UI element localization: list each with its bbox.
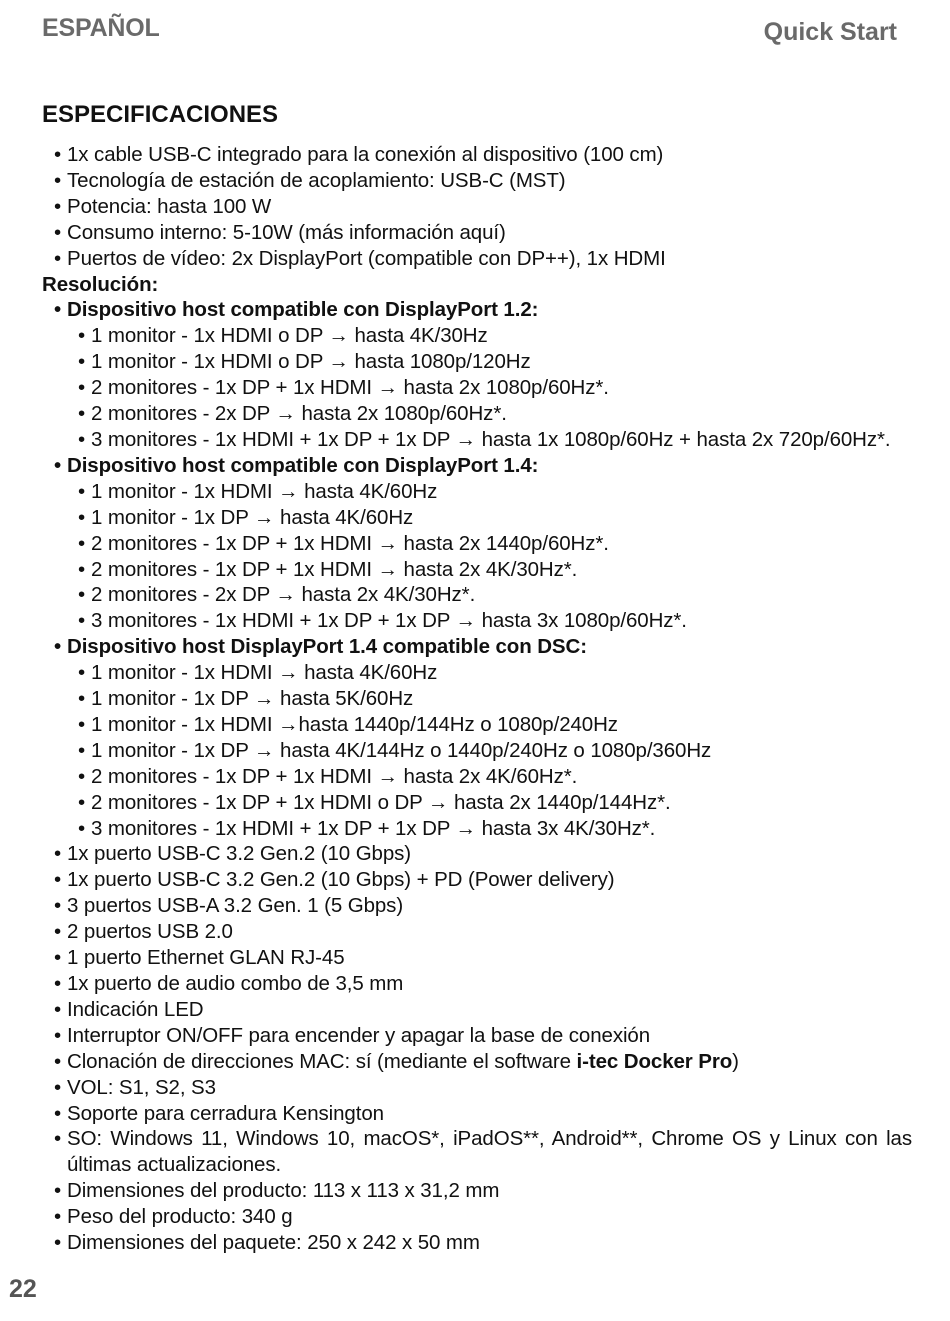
bullet: • <box>78 402 86 426</box>
resolution-item: • 1 monitor - 1x HDMI →hasta 1440p/144Hz o 1080p/240Hz <box>78 712 618 736</box>
spec-item: • VOL: S1, S2, S3 <box>54 1075 216 1099</box>
bullet: • <box>78 324 86 348</box>
spec-item: • Indicación LED <box>54 997 204 1021</box>
bullet: • <box>54 868 62 892</box>
resolution-item: • 3 monitores - 1x HDMI + 1x DP + 1x DP → hasta 3x 1080p/60Hz*. <box>78 609 687 633</box>
bullet: • <box>54 246 62 270</box>
spec-item: • 1x cable USB-C integrado para la conexión al dispositivo (100 cm) <box>54 143 664 166</box>
bullet: • <box>54 920 62 944</box>
spec-item: • Peso del producto: 340 g <box>54 1205 293 1229</box>
resolution-item: • 1 monitor - 1x HDMI → hasta 4K/60Hz <box>78 479 438 503</box>
spec-item: • Potencia: hasta 100 W <box>54 194 272 218</box>
spec-item: • Soporte para cerradura Kensington <box>54 1101 384 1125</box>
spec-item-mac-cloning: • Clonación de direcciones MAC: sí (mediante el software i-tec Docker Pro) <box>54 1049 739 1073</box>
bullet: • <box>78 790 86 814</box>
bullet: • <box>54 168 62 192</box>
section-title: ESPECIFICACIONES <box>42 101 279 128</box>
resolution-item: • 2 monitores - 2x DP → hasta 2x 1080p/60Hz*. <box>78 402 507 426</box>
bullet: • <box>78 531 86 555</box>
bullet: • <box>54 1023 62 1047</box>
bullet: • <box>78 505 86 529</box>
bullet: • <box>54 972 62 995</box>
bullet: • <box>54 946 62 970</box>
bullet: • <box>78 712 86 736</box>
bullet: • <box>78 738 86 762</box>
resolution-item: • 1 monitor - 1x DP → hasta 4K/144Hz o 1440p/240Hz o 1080p/360Hz <box>78 738 712 762</box>
spec-item-os: • SO: Windows 11, Windows 10, macOS*, iPadOS**, Android**, Chrome OS y Linux con las últimas actualizaciones. <box>54 1127 912 1177</box>
bullet: • <box>54 453 62 477</box>
resolution-item: • 2 monitores - 1x DP + 1x HDMI → hasta 2x 4K/30Hz*. <box>78 557 578 581</box>
bullet: • <box>54 635 62 659</box>
bullet: • <box>78 427 86 451</box>
spec-item: • Tecnología de estación de acoplamiento: USB-C (MST) <box>54 168 566 192</box>
resolution-group-title: • Dispositivo host DisplayPort 1.4 compatible con DSC: <box>54 635 587 659</box>
spec-item: • 1x puerto USB-C 3.2 Gen.2 (10 Gbps) <box>54 842 412 866</box>
resolution-item: • 2 monitores - 2x DP → hasta 2x 4K/30Hz*. <box>78 583 476 607</box>
resolution-label: Resolución: <box>42 272 159 296</box>
page-number: 22 <box>9 1275 37 1303</box>
spec-item: • Dimensiones del producto: 113 x 113 x 31,2 mm <box>54 1179 500 1203</box>
bullet: • <box>78 557 86 581</box>
resolution-item: • 2 monitores - 1x DP + 1x HDMI → hasta 2x 1440p/60Hz*. <box>78 531 609 555</box>
bullet: • <box>78 609 86 633</box>
spec-item: • 3 puertos USB-A 3.2 Gen. 1 (5 Gbps) <box>54 894 404 918</box>
specifications-list <box>42 142 912 1256</box>
resolution-item: • 2 monitores - 1x DP + 1x HDMI → hasta 2x 1080p/60Hz*. <box>78 376 609 400</box>
resolution-item: • 1 monitor - 1x DP → hasta 5K/60Hz <box>78 687 414 711</box>
bullet: • <box>54 1231 62 1255</box>
header-language: ESPAÑOL <box>42 14 160 42</box>
resolution-item: • 1 monitor - 1x HDMI o DP → hasta 4K/30Hz <box>78 324 488 348</box>
spec-item: • 1x puerto de audio combo de 3,5 mm <box>54 972 404 995</box>
resolution-group-title: • Dispositivo host compatible con DisplayPort 1.4: <box>54 453 539 477</box>
spec-item: • Consumo interno: 5-10W (más información aquí) <box>54 220 506 244</box>
bullet: • <box>54 1049 62 1073</box>
resolution-item: • 1 monitor - 1x HDMI o DP → hasta 1080p/120Hz <box>78 350 531 374</box>
bullet: • <box>54 1127 62 1151</box>
software-name: i-tec Docker Pro <box>576 1049 733 1073</box>
resolution-item: • 3 monitores - 1x HDMI + 1x DP + 1x DP → hasta 1x 1080p/60Hz + hasta 2x 720p/60Hz*. <box>78 427 891 451</box>
bullet: • <box>78 479 86 503</box>
resolution-group-title: • Dispositivo host compatible con DisplayPort 1.2: <box>54 298 539 322</box>
resolution-item: • 3 monitores - 1x HDMI + 1x DP + 1x DP → hasta 3x 4K/30Hz*. <box>78 816 656 840</box>
resolution-item: • 2 monitores - 1x DP + 1x HDMI o DP → hasta 2x 1440p/144Hz*. <box>78 790 671 814</box>
bullet: • <box>78 583 86 607</box>
bullet: • <box>54 194 62 218</box>
bullet: • <box>78 764 86 788</box>
bullet: • <box>78 350 86 374</box>
bullet: • <box>54 298 62 322</box>
spec-item: • Dimensiones del paquete: 250 x 242 x 50 mm <box>54 1231 480 1255</box>
bullet: • <box>78 376 86 400</box>
resolution-item: • 2 monitores - 1x DP + 1x HDMI → hasta 2x 4K/60Hz*. <box>78 764 578 788</box>
resolution-item: • 1 monitor - 1x HDMI → hasta 4K/60Hz <box>78 661 438 685</box>
bullet: • <box>54 894 62 918</box>
bullet: • <box>54 1075 62 1099</box>
bullet: • <box>54 842 62 866</box>
spec-item: • 2 puertos USB 2.0 <box>54 920 233 944</box>
spec-item: • 1 puerto Ethernet GLAN RJ-45 <box>54 946 345 970</box>
bullet: • <box>54 997 62 1021</box>
bullet: • <box>54 1179 62 1203</box>
header-guide-title: Quick Start <box>763 18 897 46</box>
bullet: • <box>54 220 62 244</box>
spec-item: • Puertos de vídeo: 2x DisplayPort (compatible con DP++), 1x HDMI <box>54 246 666 270</box>
bullet: • <box>78 661 86 685</box>
bullet: • <box>54 1101 62 1125</box>
bullet: • <box>78 687 86 711</box>
bullet: • <box>78 816 86 840</box>
resolution-item: • 1 monitor - 1x DP → hasta 4K/60Hz <box>78 505 414 529</box>
spec-item: • 1x puerto USB-C 3.2 Gen.2 (10 Gbps) + PD (Power delivery) <box>54 868 615 892</box>
bullet: • <box>54 143 62 166</box>
bullet: • <box>54 1205 62 1229</box>
spec-item: • Interruptor ON/OFF para encender y apagar la base de conexión <box>54 1023 651 1047</box>
